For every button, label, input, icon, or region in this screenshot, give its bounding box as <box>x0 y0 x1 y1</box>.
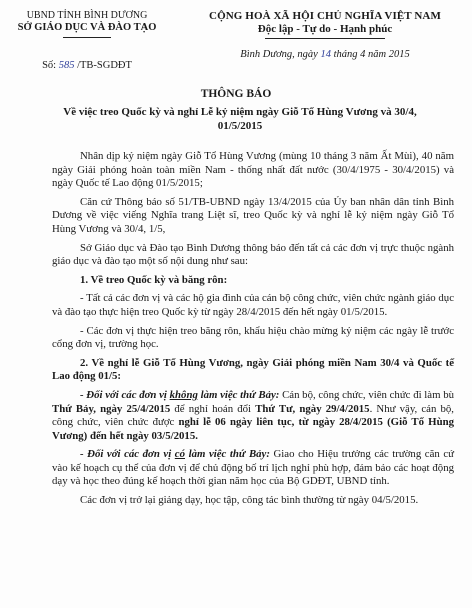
p6-emphasis-not: không <box>169 388 198 401</box>
issuer-block <box>12 10 162 71</box>
section-heading-flags: 1. Về treo Quốc kỳ và băng rôn: <box>80 273 228 286</box>
document-number-handwritten: 585 <box>58 60 75 71</box>
issue-date <box>190 49 460 60</box>
p6-makeup-day: Thứ Bảy, ngày 25/4/2015 <box>52 402 171 415</box>
paragraph-banners: - Các đơn vị thực hiện treo băng rôn, khẩu hiệu chào mừng kỷ niệm các ngày lễ trước cổng đơn vị, trường học. <box>52 324 454 351</box>
document-subject: Về việc treo Quốc kỳ và nghỉ Lễ kỷ niệm ngày Giỗ Tổ Hùng Vương và 30/4, 01/5/2015 <box>63 106 417 132</box>
p7-lead: - Đối với các đơn vị <box>80 448 175 461</box>
document-number-prefix: Số: <box>42 60 59 71</box>
document-number-suffix: /TB-SGDĐT <box>74 60 132 71</box>
paragraph-flag-display: - Tất cả các đơn vị và các hộ gia đình của cán bộ công chức, viên chức ngành giáo dục và đào tạo thực hiện treo Quốc kỳ từ ngày 28/4/2015 đến hết ngày 01/5/2015. <box>52 292 454 318</box>
paragraph-no-saturday-units <box>52 389 454 443</box>
paragraph-basis: Căn cứ Thông báo số 51/TB-UBND ngày 13/4/2015 của Ủy ban nhân dân tỉnh Bình Dương về việc viếng Nghĩa trang Liệt sĩ, treo Quốc kỳ và nghỉ lễ kỷ niệm ngày Giỗ Tổ Hùng Vương và 30/4, 1/5, <box>52 195 454 235</box>
p6-text-2: để nghỉ hoán đổi <box>170 402 256 415</box>
p7-emphasis-yes: có <box>174 448 185 461</box>
paragraph-resume: Các đơn vị trở lại giảng dạy, học tập, công tác bình thường từ ngày 04/5/2015. <box>80 494 419 507</box>
p6-swap-day: Thứ Tư, ngày 29/4/2015 <box>255 402 370 415</box>
issue-date-day-handwritten: 14 <box>320 49 331 60</box>
p6-text-3: . Như vậy, cán bộ, công chức, viên chức được <box>52 402 455 429</box>
issuer-name: SỞ GIÁO DỤC VÀ ĐÀO TẠO <box>17 22 157 33</box>
document-title: THÔNG BÁO <box>200 88 272 100</box>
issuer-underline <box>63 37 111 38</box>
national-title: CỘNG HOÀ XÃ HỘI CHỦ NGHĨA VIỆT NAM <box>209 10 441 22</box>
issuer-parent: UBND TỈNH BÌNH DƯƠNG <box>26 10 148 21</box>
document-number <box>12 60 162 71</box>
national-motto: Độc lập - Tự do - Hạnh phúc <box>257 23 393 35</box>
document-body <box>52 150 454 513</box>
paragraph-saturday-units <box>52 448 454 489</box>
p7-text: Giao cho Hiệu trưởng các trường căn cứ vào kế hoạch cụ thể của đơn vị để chủ động bố trí lịch nghỉ phù hợp, đảm bảo các hoạt động dạy và học theo đúng kế hoạch thời gian năm học của Bộ GDĐT, UBND tỉnh. <box>52 448 454 488</box>
issue-date-prefix: Bình Dương, ngày <box>240 49 321 60</box>
p6-lead: - Đối với các đơn vị <box>80 388 170 401</box>
paragraph-announcement: Sở Giáo dục và Đào tạo Bình Dương thông báo đến tất cả các đơn vị trực thuộc ngành giáo dục và đào tạo một số nội dung như sau: <box>52 241 454 268</box>
p6-lead-end: làm việc thứ Bảy: <box>197 388 280 401</box>
paragraph-occasion: Nhân dịp kỷ niệm ngày Giỗ Tổ Hùng Vương (mùng 10 tháng 3 năm Ất Mùi), 40 năm ngày Giải phóng hoàn toàn miền Nam - thống nhất đất nước (30/4/1975 - 30/4/2015) và ngày Quốc tế Lao động 01/5/2015; <box>52 150 454 190</box>
motto-underline <box>265 38 385 39</box>
p6-holiday-span: nghỉ lễ 06 ngày liên tục, từ ngày 28/4/2015 (Giỗ Tổ Hùng Vương) đến hết ngày 03/5/2015. <box>52 416 454 442</box>
p7-lead-end: làm việc thứ Bảy: <box>185 448 270 461</box>
section-heading-holidays: 2. Về nghỉ lễ Giỗ Tổ Hùng Vương, ngày Giải phóng miền Nam 30/4 và Quốc tế Lao động 01/5: <box>52 356 454 383</box>
p6-text-1: Cán bộ, công chức, viên chức đi làm bù <box>279 388 455 401</box>
national-header <box>190 10 460 60</box>
issue-date-suffix: tháng 4 năm 2015 <box>330 49 410 60</box>
